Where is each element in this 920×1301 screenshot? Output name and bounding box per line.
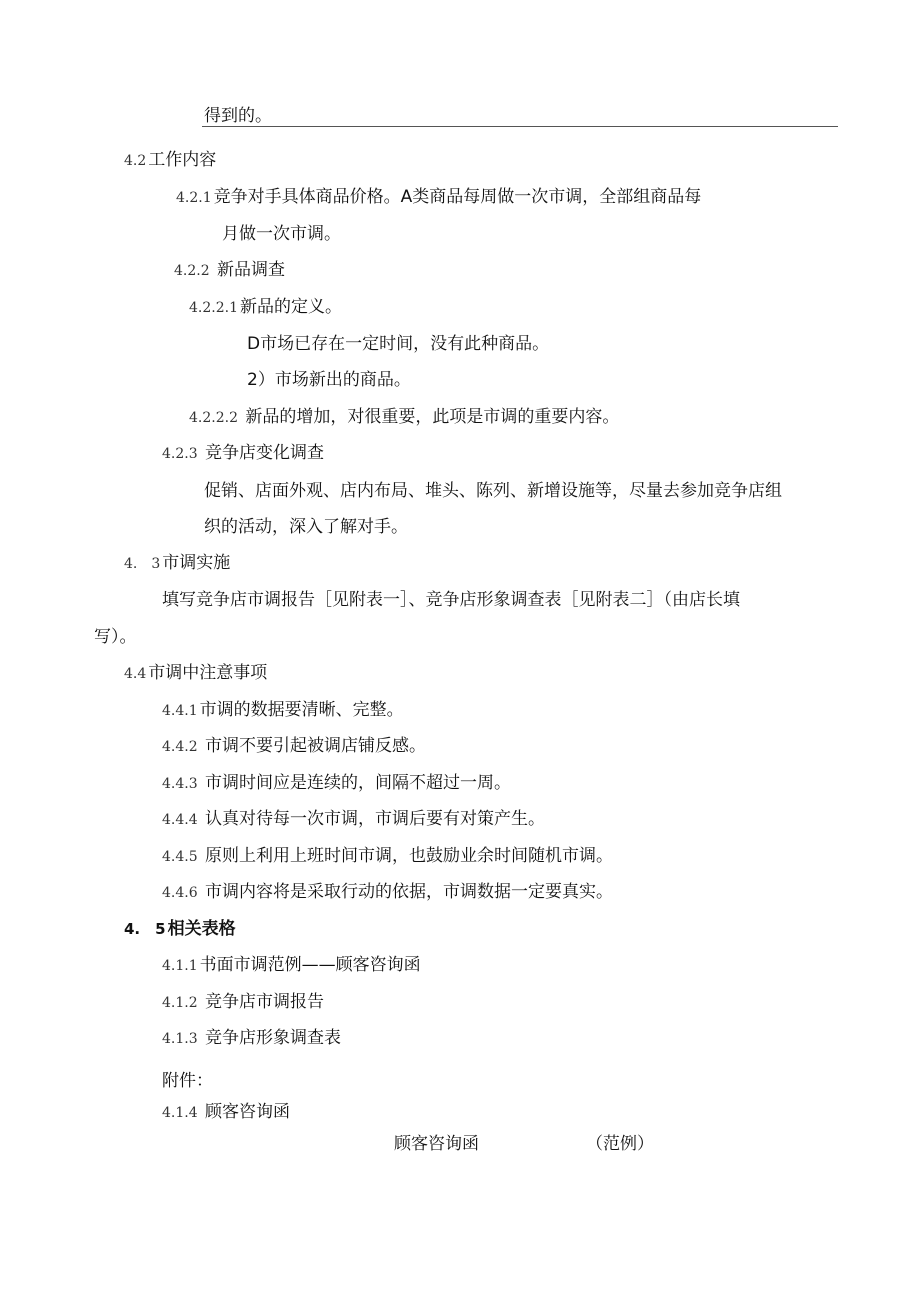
item-4-2-3: 4.2.3 竞争店变化调查 bbox=[162, 443, 325, 463]
item-4-4-3: 4.4.3 市调时间应是连续的，间隔不超过一周。 bbox=[162, 773, 512, 793]
item-4-1-4: 4.1.4 顾客咨询函 bbox=[162, 1102, 291, 1122]
item-4-2-2-1: 4.2.2.1 新品的定义。 bbox=[189, 297, 342, 317]
section-4-3-body-continued: 写）。 bbox=[94, 627, 137, 647]
definition-1: D市场已存在一定时间，没有此种商品。 bbox=[247, 334, 550, 354]
item-4-4-4: 4.4.4 认真对待每一次市调，市调后要有对策产生。 bbox=[162, 809, 546, 829]
item-4-4-6: 4.4.6 市调内容将是采取行动的依据，市调数据一定要真实。 bbox=[162, 882, 614, 902]
item-4-4-2: 4.4.2 市调不要引起被调店铺反感。 bbox=[162, 736, 427, 756]
item-4-2-3-body: 促销、店面外观、店内布局、堆头、陈列、新增设施等，尽量去参加竞争店组 bbox=[204, 481, 782, 501]
form-title-note: （范例） bbox=[586, 1134, 654, 1154]
form-title: 顾客咨询函 bbox=[394, 1134, 479, 1154]
item-4-2-3-body-continued: 织的活动，深入了解对手。 bbox=[204, 517, 408, 537]
continuation-text: 得到的。 bbox=[204, 106, 272, 126]
section-4-4-heading: 4.4 市调中注意事项 bbox=[124, 663, 268, 683]
section-4-5-heading: 4. 5 相关表格 bbox=[124, 919, 236, 939]
item-4-4-1: 4.4.1 市调的数据要清晰、完整。 bbox=[162, 700, 404, 720]
section-4-3-heading: 4. 3 市调实施 bbox=[124, 553, 231, 573]
header-rule bbox=[202, 126, 838, 127]
section-4-2-heading: 4.2 工作内容 bbox=[124, 150, 217, 170]
item-4-2-1-continued: 月做一次市调。 bbox=[222, 224, 341, 244]
item-4-2-2-2: 4.2.2.2 新品的增加，对很重要，此项是市调的重要内容。 bbox=[189, 407, 620, 427]
definition-2: 2）市场新出的商品。 bbox=[247, 370, 411, 390]
item-4-2-1: 4.2.1 竞争对手具体商品价格。A类商品每周做一次市调，全部组商品每 bbox=[176, 187, 702, 207]
item-4-1-3: 4.1.3 竞争店形象调查表 bbox=[162, 1028, 342, 1048]
item-4-2-2: 4.2.2 新品调查 bbox=[174, 260, 286, 280]
item-4-4-5: 4.4.5 原则上利用上班时间市调，也鼓励业余时间随机市调。 bbox=[162, 846, 614, 866]
item-4-1-2: 4.1.2 竞争店市调报告 bbox=[162, 992, 325, 1012]
attachments-label: 附件： bbox=[162, 1071, 213, 1091]
section-4-3-body: 填写竞争店市调报告［见附表一］、竞争店形象调查表［见附表二］（由店长填 bbox=[162, 590, 740, 610]
item-4-1-1: 4.1.1 书面市调范例——顾客咨询函 bbox=[162, 955, 421, 975]
